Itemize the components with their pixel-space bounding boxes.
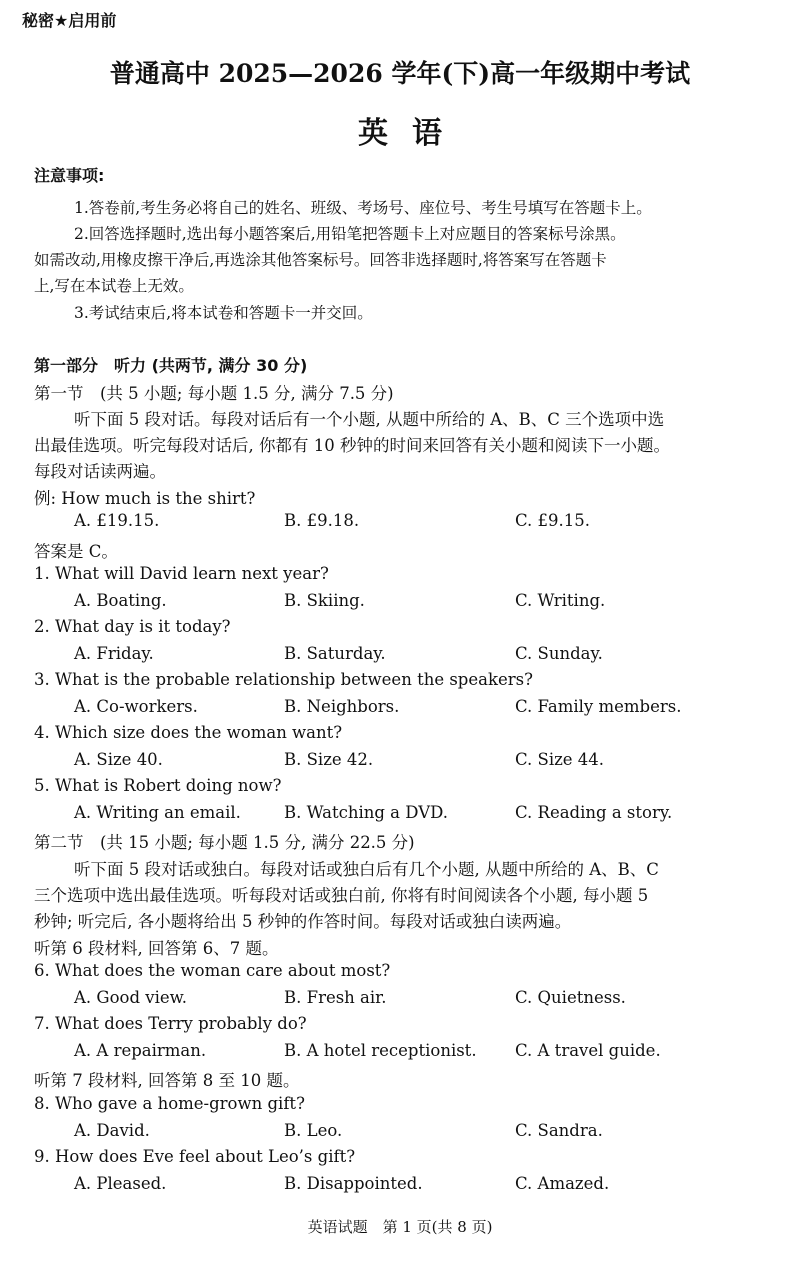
question-5: 5. What is Robert doing now? [34, 776, 282, 795]
question-2: 2. What day is it today? [34, 617, 231, 636]
question-8: 8. Who gave a home-grown gift? [34, 1094, 305, 1113]
question-5-option-a: A. Writing an email. [74, 803, 241, 822]
notice-item-3: 3.考试结束后,将本试卷和答题卡一并交回。 [74, 304, 373, 322]
question-7: 7. What does Terry probably do? [34, 1014, 307, 1033]
section1-instruction-line-1: 听下面 5 段对话。每段对话后有一个小题, 从题中所给的 A、B、C 三个选项中选 [74, 410, 665, 429]
section1-instruction-line-2: 出最佳选项。听完每段对话后, 你都有 10 秒钟的时间来回答有关小题和阅读下一小题。 [34, 436, 670, 455]
question-3-option-b: B. Neighbors. [284, 697, 400, 716]
question-4-option-c: C. Size 44. [515, 750, 605, 769]
question-2-option-c: C. Sunday. [515, 644, 603, 663]
question-6: 6. What does the woman care about most? [34, 961, 391, 980]
example-question: 例: How much is the shirt? [34, 489, 256, 508]
notice-heading: 注意事项: [34, 166, 105, 185]
question-3-option-c: C. Family members. [515, 697, 682, 716]
question-9-option-a: A. Pleased. [74, 1174, 167, 1193]
question-1-option-b: B. Skiing. [284, 591, 365, 610]
question-6-option-b: B. Fresh air. [284, 988, 387, 1007]
notice-item-2-line-1: 2.回答选择题时,选出每小题答案后,用铅笔把答题卡上对应题目的答案标号涂黑。 [74, 225, 626, 243]
notice-item-2-line-2: 如需改动,用橡皮擦干净后,再选涂其他答案标号。回答非选择题时,将答案写在答题卡 [34, 251, 607, 269]
section2-instruction-line-2: 三个选项中选出最佳选项。听每段对话或独白前, 你将有时间阅读各个小题, 每小题 5 [34, 886, 649, 905]
material-7-heading: 听第 7 段材料, 回答第 8 至 10 题。 [34, 1071, 300, 1090]
question-7-option-a: A. A repairman. [74, 1041, 207, 1060]
secret-label: 秘密★启用前 [22, 11, 117, 30]
question-5-option-c: C. Reading a story. [515, 803, 673, 822]
question-9: 9. How does Eve feel about Leo’s gift? [34, 1147, 356, 1166]
question-4: 4. Which size does the woman want? [34, 723, 343, 742]
question-6-option-a: A. Good view. [74, 988, 188, 1007]
example-option-b: B. £9.18. [284, 511, 360, 530]
exam-title: 普通高中 2025—2026 学年(下)高一年级期中考试 [109, 59, 691, 88]
example-option-a: A. £19.15. [74, 511, 160, 530]
question-3: 3. What is the probable relationship between the speakers? [34, 670, 533, 689]
question-7-option-c: C. A travel guide. [515, 1041, 661, 1060]
question-3-option-a: A. Co-workers. [74, 697, 198, 716]
question-8-option-a: A. David. [74, 1121, 150, 1140]
notice-item-2-line-3: 上,写在本试卷上无效。 [34, 277, 194, 295]
question-8-option-b: B. Leo. [284, 1121, 343, 1140]
section2-heading: 第二节 (共 15 小题; 每小题 1.5 分, 满分 22.5 分) [34, 833, 415, 852]
subject-title: 英语 [358, 116, 466, 151]
question-9-option-b: B. Disappointed. [284, 1174, 423, 1193]
page-footer: 英语试题 第 1 页(共 8 页) [307, 1218, 493, 1236]
question-5-option-b: B. Watching a DVD. [284, 803, 449, 822]
question-2-option-a: A. Friday. [74, 644, 154, 663]
part1-heading: 第一部分 听力 (共两节, 满分 30 分) [34, 356, 308, 375]
question-1-option-a: A. Boating. [74, 591, 167, 610]
example-answer: 答案是 C。 [34, 542, 118, 561]
question-4-option-a: A. Size 40. [74, 750, 163, 769]
section1-heading: 第一节 (共 5 小题; 每小题 1.5 分, 满分 7.5 分) [34, 384, 394, 403]
question-7-option-b: B. A hotel receptionist. [284, 1041, 477, 1060]
question-4-option-b: B. Size 42. [284, 750, 374, 769]
section2-instruction-line-3: 秒钟; 听完后, 各小题将给出 5 秒钟的作答时间。每段对话或独白读两遍。 [34, 912, 572, 931]
notice-item-1: 1.答卷前,考生务必将自己的姓名、班级、考场号、座位号、考生号填写在答题卡上。 [74, 199, 652, 217]
section1-instruction-line-3: 每段对话读两遍。 [34, 462, 166, 481]
question-8-option-c: C. Sandra. [515, 1121, 603, 1140]
section2-instruction-line-1: 听下面 5 段对话或独白。每段对话或独白后有几个小题, 从题中所给的 A、B、C [74, 860, 659, 879]
material-6-heading: 听第 6 段材料, 回答第 6、7 题。 [34, 939, 279, 958]
example-option-c: C. £9.15. [515, 511, 591, 530]
question-1: 1. What will David learn next year? [34, 564, 329, 583]
question-9-option-c: C. Amazed. [515, 1174, 610, 1193]
question-1-option-c: C. Writing. [515, 591, 606, 610]
question-6-option-c: C. Quietness. [515, 988, 626, 1007]
question-2-option-b: B. Saturday. [284, 644, 386, 663]
